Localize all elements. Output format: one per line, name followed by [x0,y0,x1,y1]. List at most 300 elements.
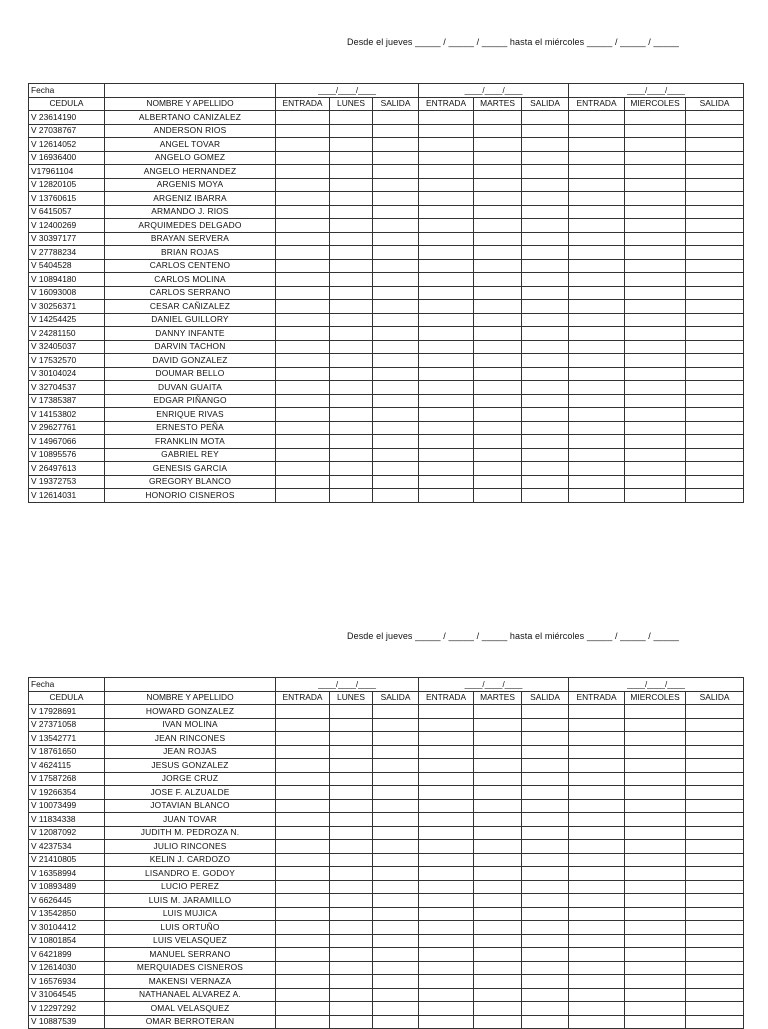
lunes-cell[interactable] [330,367,373,381]
entrada-miercoles-cell[interactable] [569,367,625,381]
salida-miercoles-cell[interactable] [686,799,744,813]
salida-martes-cell[interactable] [522,300,569,314]
entrada-lunes-cell[interactable] [276,867,330,881]
miercoles-cell[interactable] [625,408,686,422]
salida-miercoles-cell[interactable] [686,232,744,246]
entrada-martes-cell[interactable] [419,921,474,935]
salida-martes-cell[interactable] [522,867,569,881]
entrada-miercoles-cell[interactable] [569,975,625,989]
entrada-lunes-cell[interactable] [276,732,330,746]
entrada-miercoles-cell[interactable] [569,354,625,368]
lunes-cell[interactable] [330,381,373,395]
entrada-miercoles-cell[interactable] [569,961,625,975]
salida-martes-cell[interactable] [522,921,569,935]
salida-martes-cell[interactable] [522,853,569,867]
entrada-lunes-cell[interactable] [276,826,330,840]
lunes-cell[interactable] [330,111,373,125]
entrada-miercoles-cell[interactable] [569,394,625,408]
salida-miercoles-cell[interactable] [686,300,744,314]
salida-miercoles-cell[interactable] [686,921,744,935]
entrada-lunes-cell[interactable] [276,192,330,206]
salida-lunes-cell[interactable] [373,219,419,233]
miercoles-cell[interactable] [625,111,686,125]
entrada-miercoles-cell[interactable] [569,246,625,260]
salida-martes-cell[interactable] [522,421,569,435]
lunes-cell[interactable] [330,786,373,800]
entrada-lunes-cell[interactable] [276,421,330,435]
entrada-miercoles-cell[interactable] [569,934,625,948]
entrada-martes-cell[interactable] [419,772,474,786]
salida-miercoles-cell[interactable] [686,448,744,462]
martes-cell[interactable] [474,313,522,327]
salida-miercoles-cell[interactable] [686,759,744,773]
lunes-cell[interactable] [330,300,373,314]
salida-lunes-cell[interactable] [373,124,419,138]
entrada-martes-cell[interactable] [419,948,474,962]
salida-martes-cell[interactable] [522,786,569,800]
entrada-martes-cell[interactable] [419,475,474,489]
salida-martes-cell[interactable] [522,259,569,273]
salida-miercoles-cell[interactable] [686,408,744,422]
salida-martes-cell[interactable] [522,880,569,894]
salida-miercoles-cell[interactable] [686,381,744,395]
salida-miercoles-cell[interactable] [686,205,744,219]
entrada-martes-cell[interactable] [419,961,474,975]
miercoles-cell[interactable] [625,165,686,179]
entrada-lunes-cell[interactable] [276,327,330,341]
entrada-lunes-cell[interactable] [276,138,330,152]
entrada-miercoles-cell[interactable] [569,475,625,489]
miercoles-cell[interactable] [625,718,686,732]
salida-lunes-cell[interactable] [373,840,419,854]
entrada-lunes-cell[interactable] [276,489,330,503]
entrada-miercoles-cell[interactable] [569,988,625,1002]
miercoles-cell[interactable] [625,205,686,219]
martes-cell[interactable] [474,421,522,435]
entrada-lunes-cell[interactable] [276,394,330,408]
entrada-martes-cell[interactable] [419,286,474,300]
martes-cell[interactable] [474,367,522,381]
entrada-miercoles-cell[interactable] [569,313,625,327]
lunes-cell[interactable] [330,232,373,246]
salida-martes-cell[interactable] [522,381,569,395]
salida-martes-cell[interactable] [522,354,569,368]
martes-cell[interactable] [474,300,522,314]
miercoles-cell[interactable] [625,313,686,327]
martes-cell[interactable] [474,705,522,719]
entrada-lunes-cell[interactable] [276,219,330,233]
entrada-lunes-cell[interactable] [276,745,330,759]
salida-lunes-cell[interactable] [373,934,419,948]
salida-miercoles-cell[interactable] [686,489,744,503]
miercoles-cell[interactable] [625,988,686,1002]
entrada-miercoles-cell[interactable] [569,732,625,746]
salida-lunes-cell[interactable] [373,138,419,152]
entrada-martes-cell[interactable] [419,435,474,449]
miercoles-cell[interactable] [625,975,686,989]
lunes-cell[interactable] [330,151,373,165]
salida-lunes-cell[interactable] [373,786,419,800]
lunes-cell[interactable] [330,138,373,152]
entrada-lunes-cell[interactable] [276,934,330,948]
entrada-miercoles-cell[interactable] [569,232,625,246]
salida-martes-cell[interactable] [522,1002,569,1016]
salida-miercoles-cell[interactable] [686,786,744,800]
entrada-lunes-cell[interactable] [276,286,330,300]
salida-lunes-cell[interactable] [373,151,419,165]
martes-cell[interactable] [474,934,522,948]
entrada-lunes-cell[interactable] [276,462,330,476]
entrada-lunes-cell[interactable] [276,475,330,489]
salida-martes-cell[interactable] [522,313,569,327]
entrada-lunes-cell[interactable] [276,718,330,732]
salida-lunes-cell[interactable] [373,907,419,921]
entrada-martes-cell[interactable] [419,907,474,921]
martes-cell[interactable] [474,745,522,759]
entrada-martes-cell[interactable] [419,732,474,746]
lunes-cell[interactable] [330,1002,373,1016]
martes-cell[interactable] [474,124,522,138]
entrada-martes-cell[interactable] [419,489,474,503]
entrada-martes-cell[interactable] [419,232,474,246]
salida-lunes-cell[interactable] [373,340,419,354]
entrada-miercoles-cell[interactable] [569,219,625,233]
salida-martes-cell[interactable] [522,124,569,138]
lunes-cell[interactable] [330,205,373,219]
entrada-miercoles-cell[interactable] [569,381,625,395]
salida-miercoles-cell[interactable] [686,394,744,408]
salida-miercoles-cell[interactable] [686,273,744,287]
lunes-cell[interactable] [330,246,373,260]
lunes-cell[interactable] [330,462,373,476]
entrada-martes-cell[interactable] [419,408,474,422]
entrada-miercoles-cell[interactable] [569,786,625,800]
lunes-cell[interactable] [330,840,373,854]
lunes-cell[interactable] [330,165,373,179]
martes-cell[interactable] [474,259,522,273]
entrada-lunes-cell[interactable] [276,408,330,422]
miercoles-cell[interactable] [625,381,686,395]
lunes-cell[interactable] [330,435,373,449]
salida-martes-cell[interactable] [522,246,569,260]
martes-cell[interactable] [474,840,522,854]
entrada-miercoles-cell[interactable] [569,840,625,854]
entrada-martes-cell[interactable] [419,300,474,314]
salida-miercoles-cell[interactable] [686,475,744,489]
salida-martes-cell[interactable] [522,205,569,219]
lunes-cell[interactable] [330,934,373,948]
miercoles-cell[interactable] [625,448,686,462]
salida-lunes-cell[interactable] [373,421,419,435]
salida-lunes-cell[interactable] [373,462,419,476]
entrada-martes-cell[interactable] [419,394,474,408]
martes-cell[interactable] [474,138,522,152]
salida-lunes-cell[interactable] [373,313,419,327]
salida-lunes-cell[interactable] [373,880,419,894]
entrada-miercoles-cell[interactable] [569,151,625,165]
entrada-lunes-cell[interactable] [276,435,330,449]
salida-miercoles-cell[interactable] [686,286,744,300]
martes-cell[interactable] [474,786,522,800]
entrada-miercoles-cell[interactable] [569,178,625,192]
salida-lunes-cell[interactable] [373,921,419,935]
salida-miercoles-cell[interactable] [686,907,744,921]
lunes-cell[interactable] [330,948,373,962]
lunes-cell[interactable] [330,813,373,827]
lunes-cell[interactable] [330,894,373,908]
entrada-miercoles-cell[interactable] [569,435,625,449]
miercoles-cell[interactable] [625,921,686,935]
martes-cell[interactable] [474,475,522,489]
entrada-miercoles-cell[interactable] [569,948,625,962]
salida-lunes-cell[interactable] [373,367,419,381]
miercoles-cell[interactable] [625,259,686,273]
salida-martes-cell[interactable] [522,718,569,732]
martes-cell[interactable] [474,273,522,287]
entrada-martes-cell[interactable] [419,840,474,854]
salida-martes-cell[interactable] [522,273,569,287]
entrada-miercoles-cell[interactable] [569,826,625,840]
salida-lunes-cell[interactable] [373,826,419,840]
entrada-lunes-cell[interactable] [276,205,330,219]
salida-martes-cell[interactable] [522,948,569,962]
salida-martes-cell[interactable] [522,489,569,503]
entrada-miercoles-cell[interactable] [569,772,625,786]
salida-lunes-cell[interactable] [373,489,419,503]
salida-lunes-cell[interactable] [373,354,419,368]
salida-miercoles-cell[interactable] [686,124,744,138]
salida-lunes-cell[interactable] [373,192,419,206]
entrada-martes-cell[interactable] [419,880,474,894]
entrada-martes-cell[interactable] [419,1002,474,1016]
entrada-martes-cell[interactable] [419,718,474,732]
martes-cell[interactable] [474,907,522,921]
entrada-lunes-cell[interactable] [276,799,330,813]
entrada-miercoles-cell[interactable] [569,205,625,219]
salida-miercoles-cell[interactable] [686,354,744,368]
salida-martes-cell[interactable] [522,759,569,773]
entrada-miercoles-cell[interactable] [569,880,625,894]
entrada-miercoles-cell[interactable] [569,799,625,813]
miercoles-cell[interactable] [625,907,686,921]
entrada-lunes-cell[interactable] [276,786,330,800]
lunes-cell[interactable] [330,259,373,273]
entrada-martes-cell[interactable] [419,988,474,1002]
lunes-cell[interactable] [330,327,373,341]
lunes-cell[interactable] [330,975,373,989]
entrada-martes-cell[interactable] [419,853,474,867]
date-field-miercoles[interactable]: ____/____/____ [569,678,744,692]
entrada-martes-cell[interactable] [419,813,474,827]
salida-miercoles-cell[interactable] [686,138,744,152]
salida-lunes-cell[interactable] [373,286,419,300]
salida-miercoles-cell[interactable] [686,988,744,1002]
salida-miercoles-cell[interactable] [686,975,744,989]
entrada-miercoles-cell[interactable] [569,259,625,273]
martes-cell[interactable] [474,880,522,894]
salida-lunes-cell[interactable] [373,745,419,759]
miercoles-cell[interactable] [625,124,686,138]
salida-martes-cell[interactable] [522,732,569,746]
miercoles-cell[interactable] [625,300,686,314]
martes-cell[interactable] [474,894,522,908]
entrada-miercoles-cell[interactable] [569,300,625,314]
salida-martes-cell[interactable] [522,772,569,786]
entrada-martes-cell[interactable] [419,759,474,773]
miercoles-cell[interactable] [625,1015,686,1029]
salida-miercoles-cell[interactable] [686,705,744,719]
lunes-cell[interactable] [330,799,373,813]
miercoles-cell[interactable] [625,435,686,449]
miercoles-cell[interactable] [625,826,686,840]
entrada-miercoles-cell[interactable] [569,192,625,206]
salida-lunes-cell[interactable] [373,205,419,219]
entrada-lunes-cell[interactable] [276,961,330,975]
entrada-lunes-cell[interactable] [276,975,330,989]
entrada-martes-cell[interactable] [419,786,474,800]
salida-martes-cell[interactable] [522,907,569,921]
lunes-cell[interactable] [330,867,373,881]
martes-cell[interactable] [474,435,522,449]
lunes-cell[interactable] [330,489,373,503]
martes-cell[interactable] [474,489,522,503]
entrada-miercoles-cell[interactable] [569,1015,625,1029]
salida-martes-cell[interactable] [522,435,569,449]
martes-cell[interactable] [474,394,522,408]
lunes-cell[interactable] [330,340,373,354]
martes-cell[interactable] [474,219,522,233]
salida-lunes-cell[interactable] [373,111,419,125]
salida-martes-cell[interactable] [522,988,569,1002]
entrada-miercoles-cell[interactable] [569,705,625,719]
entrada-martes-cell[interactable] [419,799,474,813]
martes-cell[interactable] [474,853,522,867]
entrada-martes-cell[interactable] [419,354,474,368]
salida-miercoles-cell[interactable] [686,178,744,192]
martes-cell[interactable] [474,462,522,476]
miercoles-cell[interactable] [625,138,686,152]
entrada-miercoles-cell[interactable] [569,489,625,503]
salida-miercoles-cell[interactable] [686,772,744,786]
lunes-cell[interactable] [330,178,373,192]
entrada-miercoles-cell[interactable] [569,327,625,341]
lunes-cell[interactable] [330,219,373,233]
date-field-martes[interactable]: ____/____/____ [419,84,569,98]
entrada-martes-cell[interactable] [419,975,474,989]
lunes-cell[interactable] [330,313,373,327]
lunes-cell[interactable] [330,718,373,732]
entrada-martes-cell[interactable] [419,340,474,354]
entrada-martes-cell[interactable] [419,1015,474,1029]
martes-cell[interactable] [474,867,522,881]
martes-cell[interactable] [474,448,522,462]
salida-miercoles-cell[interactable] [686,826,744,840]
martes-cell[interactable] [474,961,522,975]
salida-lunes-cell[interactable] [373,853,419,867]
salida-martes-cell[interactable] [522,138,569,152]
miercoles-cell[interactable] [625,948,686,962]
lunes-cell[interactable] [330,475,373,489]
entrada-lunes-cell[interactable] [276,232,330,246]
martes-cell[interactable] [474,799,522,813]
salida-miercoles-cell[interactable] [686,853,744,867]
lunes-cell[interactable] [330,921,373,935]
entrada-miercoles-cell[interactable] [569,813,625,827]
entrada-lunes-cell[interactable] [276,381,330,395]
salida-miercoles-cell[interactable] [686,435,744,449]
salida-lunes-cell[interactable] [373,300,419,314]
lunes-cell[interactable] [330,961,373,975]
salida-miercoles-cell[interactable] [686,718,744,732]
martes-cell[interactable] [474,354,522,368]
miercoles-cell[interactable] [625,961,686,975]
martes-cell[interactable] [474,732,522,746]
lunes-cell[interactable] [330,826,373,840]
martes-cell[interactable] [474,192,522,206]
entrada-miercoles-cell[interactable] [569,894,625,908]
miercoles-cell[interactable] [625,178,686,192]
salida-lunes-cell[interactable] [373,975,419,989]
salida-lunes-cell[interactable] [373,232,419,246]
salida-martes-cell[interactable] [522,165,569,179]
salida-martes-cell[interactable] [522,894,569,908]
martes-cell[interactable] [474,165,522,179]
miercoles-cell[interactable] [625,151,686,165]
salida-lunes-cell[interactable] [373,961,419,975]
miercoles-cell[interactable] [625,219,686,233]
entrada-lunes-cell[interactable] [276,880,330,894]
lunes-cell[interactable] [330,853,373,867]
martes-cell[interactable] [474,718,522,732]
lunes-cell[interactable] [330,124,373,138]
miercoles-cell[interactable] [625,934,686,948]
salida-martes-cell[interactable] [522,327,569,341]
salida-miercoles-cell[interactable] [686,259,744,273]
salida-miercoles-cell[interactable] [686,894,744,908]
salida-miercoles-cell[interactable] [686,219,744,233]
salida-lunes-cell[interactable] [373,813,419,827]
miercoles-cell[interactable] [625,772,686,786]
salida-martes-cell[interactable] [522,813,569,827]
entrada-martes-cell[interactable] [419,259,474,273]
entrada-martes-cell[interactable] [419,934,474,948]
lunes-cell[interactable] [330,421,373,435]
entrada-lunes-cell[interactable] [276,354,330,368]
salida-miercoles-cell[interactable] [686,840,744,854]
salida-miercoles-cell[interactable] [686,462,744,476]
entrada-lunes-cell[interactable] [276,124,330,138]
salida-martes-cell[interactable] [522,192,569,206]
salida-lunes-cell[interactable] [373,867,419,881]
salida-martes-cell[interactable] [522,475,569,489]
martes-cell[interactable] [474,246,522,260]
miercoles-cell[interactable] [625,367,686,381]
miercoles-cell[interactable] [625,732,686,746]
salida-miercoles-cell[interactable] [686,367,744,381]
salida-miercoles-cell[interactable] [686,961,744,975]
salida-miercoles-cell[interactable] [686,732,744,746]
martes-cell[interactable] [474,1015,522,1029]
martes-cell[interactable] [474,408,522,422]
entrada-martes-cell[interactable] [419,327,474,341]
entrada-martes-cell[interactable] [419,894,474,908]
salida-lunes-cell[interactable] [373,732,419,746]
entrada-miercoles-cell[interactable] [569,462,625,476]
salida-martes-cell[interactable] [522,840,569,854]
salida-lunes-cell[interactable] [373,718,419,732]
entrada-lunes-cell[interactable] [276,367,330,381]
entrada-lunes-cell[interactable] [276,1015,330,1029]
